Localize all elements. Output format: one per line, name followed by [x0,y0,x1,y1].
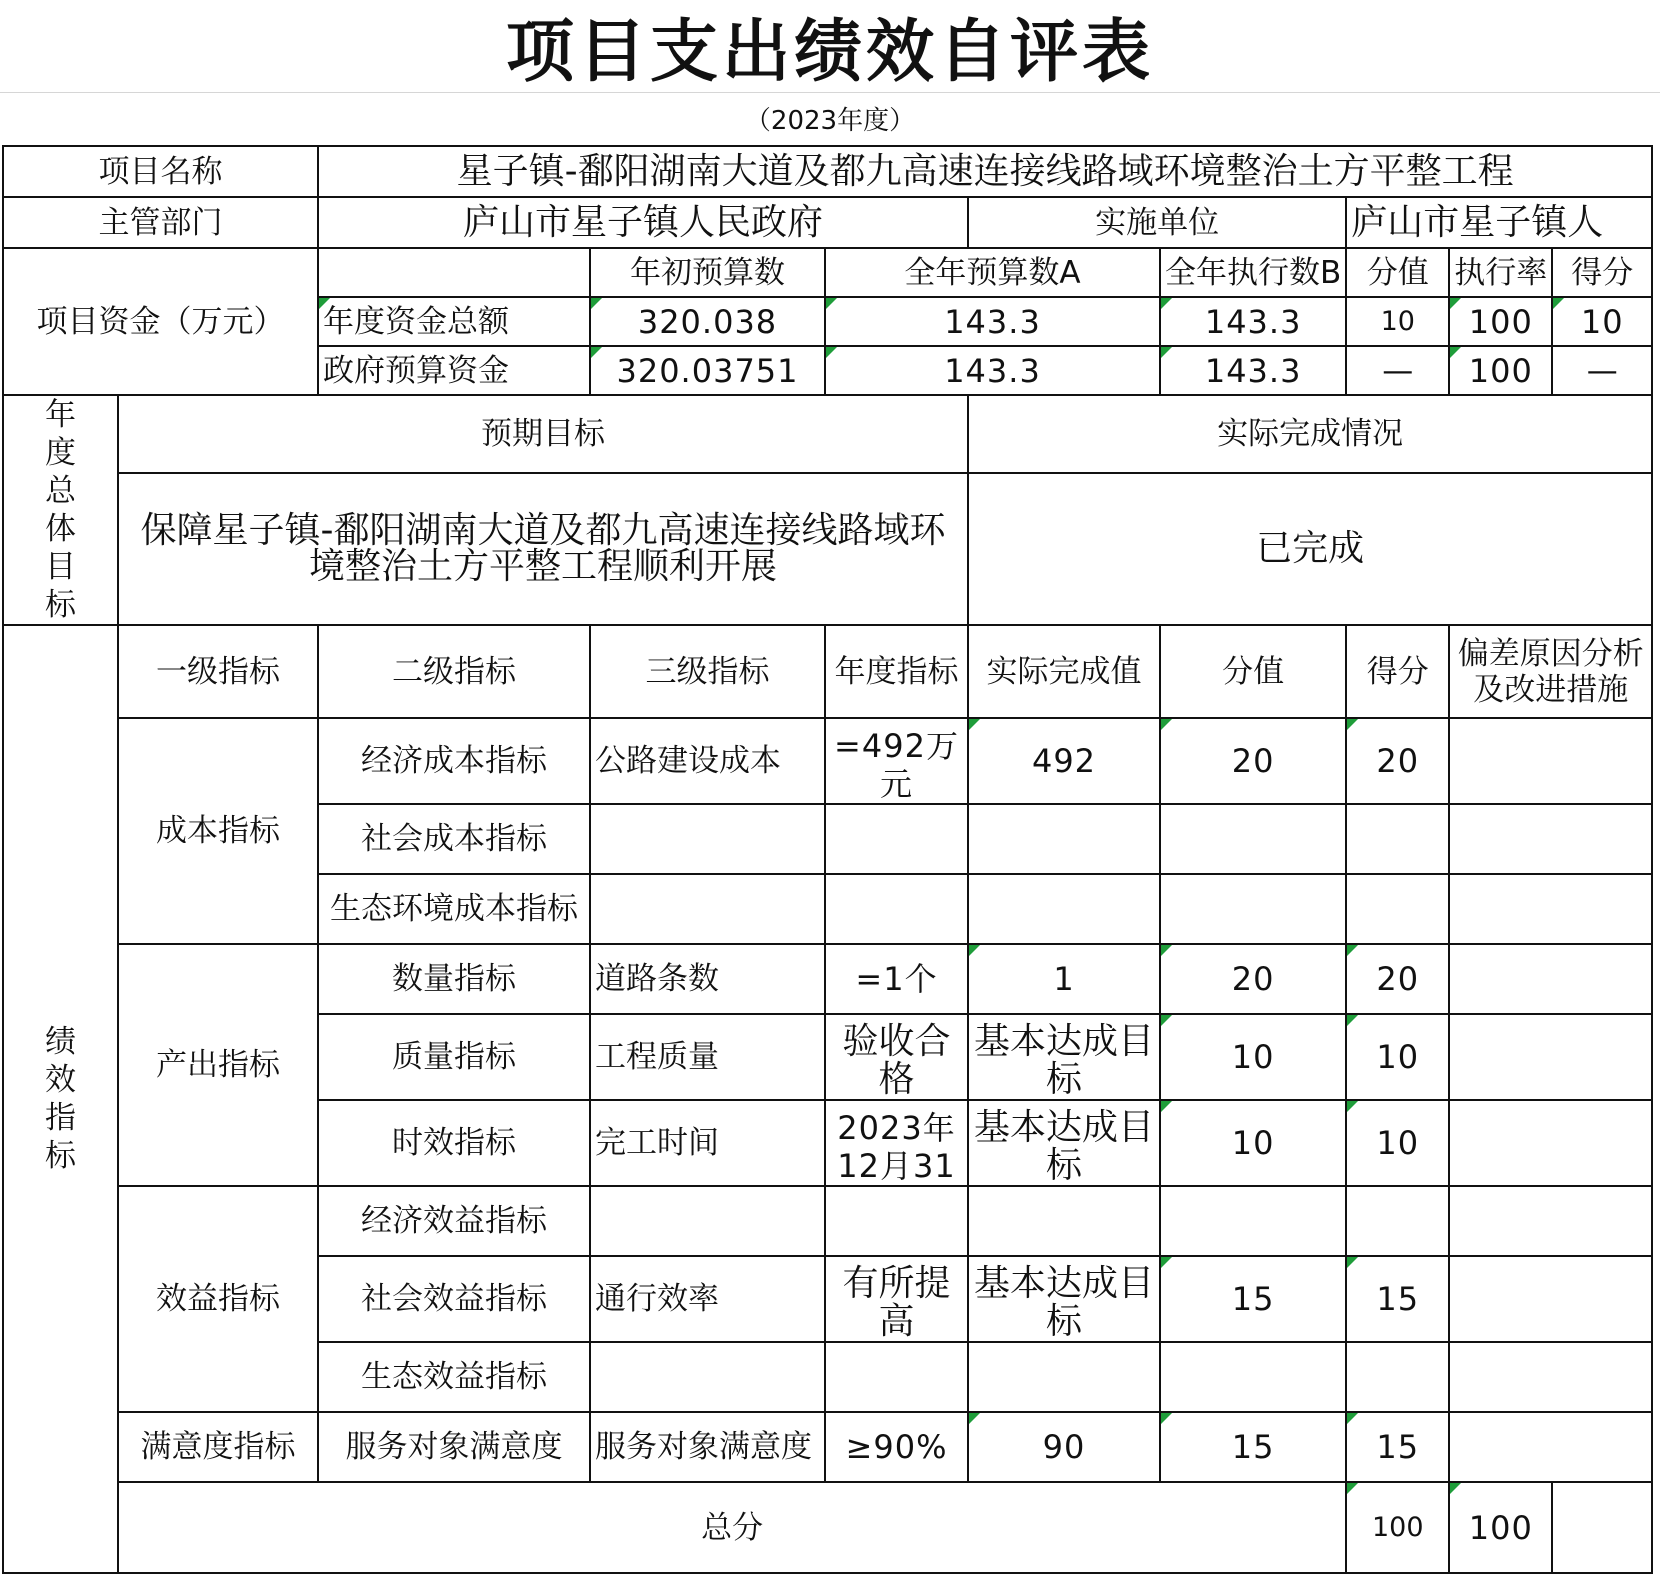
goal-expected: 保障星子镇-鄱阳湖南大道及都九高速连接线路域环境整治土方平整工程顺利开展 [118,473,968,625]
perf-level2: 服务对象满意度 [318,1412,590,1482]
perf-target: ≥90% [825,1412,968,1482]
perf-level2: 社会成本指标 [318,804,590,874]
perf-score: 15 [1346,1256,1449,1342]
perf-level3: 完工时间 [590,1100,825,1186]
perf-score [1346,1342,1449,1412]
perf-note [1449,1186,1652,1256]
goal-actual-label: 实际完成情况 [968,395,1652,473]
perf-note [1449,874,1652,944]
perf-target [825,874,968,944]
perf-value: 10 [1160,1100,1346,1186]
total-score: 100 [1449,1482,1552,1573]
perf-level3 [590,874,825,944]
perf-value [1160,1342,1346,1412]
funds-row-score: 10 [1552,297,1652,346]
perf-value: 15 [1160,1412,1346,1482]
project-name-value: 星子镇-鄱阳湖南大道及都九高速连接线路域环境整治土方平整工程 [318,146,1652,197]
perf-value: 15 [1160,1256,1346,1342]
perf-level1: 产出指标 [118,944,318,1186]
perf-header-actual: 实际完成值 [968,625,1160,718]
perf-level3: 工程质量 [590,1014,825,1100]
table-row [3,718,1652,804]
perf-actual: 492 [968,718,1160,804]
perf-score: 20 [1346,944,1449,1014]
goal-actual: 已完成 [968,473,1652,625]
funds-header-annual: 全年预算数A [825,248,1160,297]
perf-actual [968,1186,1160,1256]
perf-level2: 经济成本指标 [318,718,590,804]
perf-target: =492万元 [825,718,968,804]
perf-note [1449,1256,1652,1342]
perf-level2: 生态效益指标 [318,1342,590,1412]
perf-note [1449,1412,1652,1482]
perf-header-level1: 一级指标 [118,625,318,718]
funds-header-executed: 全年执行数B [1160,248,1346,297]
funds-row-executed: 143.3 [1160,346,1346,395]
funds-header-score-value: 分值 [1346,248,1449,297]
perf-score: 10 [1346,1100,1449,1186]
impl-value: 庐山市星子镇人 [1346,197,1652,248]
perf-target [825,1342,968,1412]
funds-row-score: — [1552,346,1652,395]
perf-level1: 满意度指标 [118,1412,318,1482]
project-name-label: 项目名称 [3,146,318,197]
dept-label: 主管部门 [3,197,318,248]
funds-row-annual: 143.3 [825,346,1160,395]
funds-header-score: 得分 [1552,248,1652,297]
year-subtitle: （2023年度） [744,106,916,136]
perf-note [1449,718,1652,804]
funds-row-initial: 320.038 [590,297,825,346]
perf-actual [968,874,1160,944]
perf-score: 10 [1346,1014,1449,1100]
perf-actual [968,1342,1160,1412]
total-note [1552,1482,1652,1573]
perf-score [1346,804,1449,874]
table-row [3,1412,1652,1482]
perf-actual [968,804,1160,874]
perf-actual: 90 [968,1412,1160,1482]
perf-header-note: 偏差原因分析及改进措施 [1449,625,1652,718]
perf-level1: 效益指标 [118,1186,318,1412]
perf-value [1160,1186,1346,1256]
perf-level1: 成本指标 [118,718,318,944]
perf-value: 20 [1160,718,1346,804]
perf-actual: 1 [968,944,1160,1014]
funds-row-executed: 143.3 [1160,297,1346,346]
perf-header-level2: 二级指标 [318,625,590,718]
perf-score [1346,1186,1449,1256]
perf-note [1449,1100,1652,1186]
perf-level3 [590,1342,825,1412]
funds-header-rate: 执行率 [1449,248,1552,297]
perf-target [825,804,968,874]
perf-level3: 通行效率 [590,1256,825,1342]
perf-target: =1个 [825,944,968,1014]
perf-value [1160,874,1346,944]
perf-level3: 服务对象满意度 [590,1412,825,1482]
perf-header-value: 分值 [1160,625,1346,718]
evaluation-table [2,145,1653,1574]
funds-label: 项目资金（万元） [3,248,318,395]
perf-target: 2023年12月31 [825,1100,968,1186]
goal-label-text: 年度总体目标 [45,397,76,623]
funds-row-annual: 143.3 [825,297,1160,346]
perf-label [3,625,118,1573]
funds-header-blank [318,248,590,297]
perf-level2: 生态环境成本指标 [318,874,590,944]
perf-actual: 基本达成目标 [968,1256,1160,1342]
table-row [3,944,1652,1014]
total-value: 100 [1346,1482,1449,1573]
perf-note [1449,944,1652,1014]
perf-target [825,1186,968,1256]
dept-value: 庐山市星子镇人民政府 [318,197,968,248]
perf-value: 20 [1160,944,1346,1014]
total-row [3,1482,1652,1573]
perf-value: 10 [1160,1014,1346,1100]
funds-row-rate: 100 [1449,297,1552,346]
perf-score: 20 [1346,718,1449,804]
perf-note [1449,1342,1652,1412]
perf-level3 [590,804,825,874]
perf-label-text: 绩效指标 [45,1024,76,1174]
perf-note [1449,1014,1652,1100]
perf-level3: 公路建设成本 [590,718,825,804]
perf-target: 有所提高 [825,1256,968,1342]
perf-score [1346,874,1449,944]
title-bar [0,0,1660,93]
perf-value [1160,804,1346,874]
funds-row-name: 政府预算资金 [318,346,590,395]
perf-level2: 经济效益指标 [318,1186,590,1256]
funds-row-score-value: — [1346,346,1449,395]
funds-row-initial: 320.03751 [590,346,825,395]
perf-level3: 道路条数 [590,944,825,1014]
perf-header-score: 得分 [1346,625,1449,718]
perf-level2: 数量指标 [318,944,590,1014]
funds-row-name: 年度资金总额 [318,297,590,346]
page-title: 项目支出绩效自评表 [505,11,1154,92]
total-label: 总分 [118,1482,1346,1573]
impl-label: 实施单位 [968,197,1346,248]
perf-score: 15 [1346,1412,1449,1482]
funds-row-rate: 100 [1449,346,1552,395]
perf-note [1449,804,1652,874]
perf-level3 [590,1186,825,1256]
goal-expected-label: 预期目标 [118,395,968,473]
perf-actual: 基本达成目标 [968,1100,1160,1186]
funds-row-score-value: 10 [1346,297,1449,346]
perf-level2: 社会效益指标 [318,1256,590,1342]
goal-label [3,395,118,625]
table-row [3,1186,1652,1256]
perf-target: 验收合格 [825,1014,968,1100]
perf-level2: 时效指标 [318,1100,590,1186]
perf-header-target: 年度指标 [825,625,968,718]
perf-header-level3: 三级指标 [590,625,825,718]
perf-level2: 质量指标 [318,1014,590,1100]
funds-header-initial: 年初预算数 [590,248,825,297]
perf-actual: 基本达成目标 [968,1014,1160,1100]
